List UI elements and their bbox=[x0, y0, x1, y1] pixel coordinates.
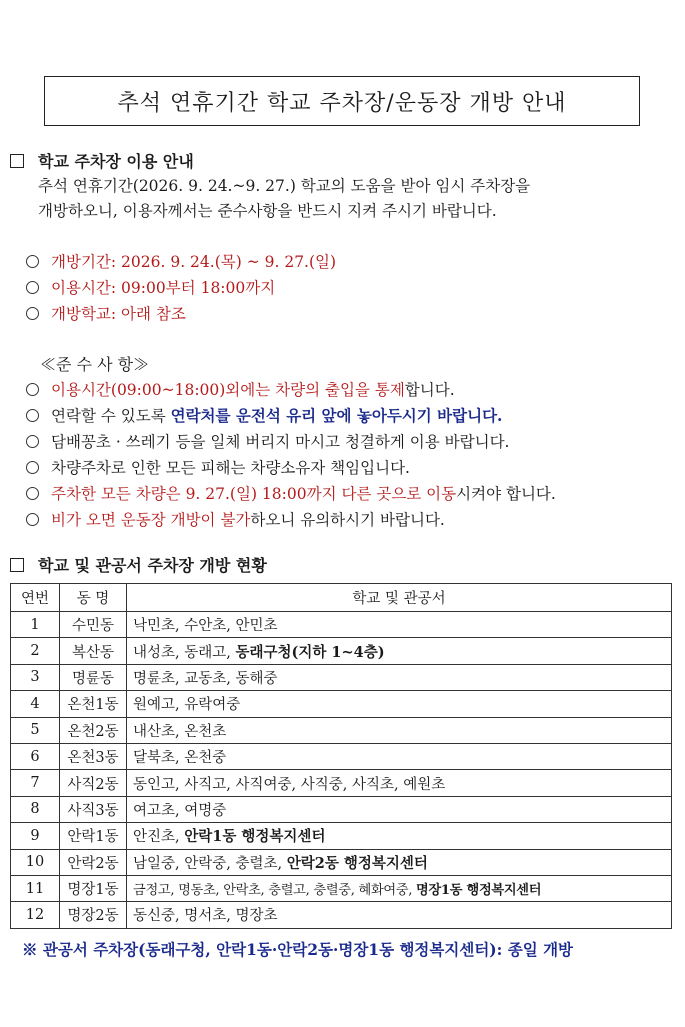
cell-no: 6 bbox=[11, 743, 60, 769]
table-row bbox=[11, 743, 672, 769]
places-text: 여고초, 여명중 bbox=[133, 802, 227, 819]
rule-text-highlight: 연락처를 운전석 유리 앞에 놓아두시기 바랍니다. bbox=[170, 406, 503, 425]
cell-dong: 명장1동 bbox=[60, 875, 127, 901]
places-office: 동래구청(지하 1~4층) bbox=[235, 643, 385, 661]
footer-note: ※ 관공서 주차장(동래구청, 안락1동·안락2동·명장1동 행정복지센터): 종일 개방 bbox=[22, 940, 574, 959]
places-text: 명륜초, 교동초, 동해중 bbox=[133, 670, 278, 687]
cell-dong: 온천3동 bbox=[60, 743, 127, 769]
cell-places bbox=[127, 902, 672, 928]
section-heading-parking-guide bbox=[10, 149, 194, 172]
circle-bullet-icon bbox=[26, 409, 39, 422]
cell-places bbox=[127, 743, 672, 769]
table-row bbox=[11, 612, 672, 638]
cell-no: 12 bbox=[11, 902, 60, 928]
cell-dong: 복산동 bbox=[60, 638, 127, 664]
rule-text: 시켜야 합니다. bbox=[456, 485, 556, 503]
rule-item-rain bbox=[26, 508, 445, 530]
cell-no: 5 bbox=[11, 717, 60, 743]
cell-places bbox=[127, 849, 672, 875]
rule-item-hours bbox=[26, 378, 455, 400]
info-item-hours bbox=[26, 276, 275, 298]
rule-item-liability bbox=[26, 456, 410, 478]
cell-places bbox=[127, 717, 672, 743]
info-item-schools bbox=[26, 302, 186, 324]
cell-places bbox=[127, 875, 672, 901]
rules-heading: ≪준 수 사 항≫ bbox=[40, 355, 150, 374]
cell-no: 11 bbox=[11, 875, 60, 901]
circle-bullet-icon bbox=[26, 281, 39, 294]
table-header-row bbox=[11, 584, 672, 612]
places-text: 남일중, 안락중, 충렬초, bbox=[133, 855, 287, 872]
info-item-period bbox=[26, 250, 336, 272]
column-header-places: 학교 및 관공서 bbox=[127, 584, 672, 612]
places-text: 동인고, 사직고, 사직여중, 사직중, 사직초, 예원초 bbox=[133, 776, 446, 793]
rule-text: 차량주차로 인한 모든 피해는 차량소유자 책임입니다. bbox=[51, 459, 410, 477]
cell-no: 8 bbox=[11, 796, 60, 822]
circle-bullet-icon bbox=[26, 383, 39, 396]
rule-text-highlight: 이용시간(09:00~18:00)외에는 차량의 출입을 통제 bbox=[51, 381, 405, 399]
cell-no: 4 bbox=[11, 691, 60, 717]
cell-no: 2 bbox=[11, 638, 60, 664]
places-text: 동신중, 명서초, 명장초 bbox=[133, 908, 278, 925]
rule-item-clean bbox=[26, 430, 509, 452]
cell-places bbox=[127, 664, 672, 690]
section-heading-status bbox=[10, 553, 267, 576]
circle-bullet-icon bbox=[26, 461, 39, 474]
rule-item-move-vehicles bbox=[26, 482, 556, 504]
checkbox-square-icon bbox=[10, 154, 24, 168]
page-title: 추석 연휴기간 학교 주차장/운동장 개방 안내 bbox=[44, 76, 640, 126]
rule-text: 합니다. bbox=[404, 381, 455, 399]
rule-text-highlight: 비가 오면 운동장 개방이 불가 bbox=[51, 511, 251, 529]
info-text: 이용시간: 09:00부터 18:00까지 bbox=[51, 279, 276, 297]
rule-text: 담배꽁초 · 쓰레기 등을 일체 버리지 마시고 청결하게 이용 바랍니다. bbox=[51, 433, 510, 451]
places-text: 달북초, 온천중 bbox=[133, 750, 227, 767]
places-office: 명장1동 행정복지센터 bbox=[416, 883, 542, 899]
cell-no: 10 bbox=[11, 849, 60, 875]
cell-dong: 온천2동 bbox=[60, 717, 127, 743]
table-row bbox=[11, 664, 672, 690]
places-text: 금정고, 명동초, 안락초, 충렬고, 충렬중, 혜화여중, bbox=[133, 883, 417, 899]
table-row bbox=[11, 849, 672, 875]
cell-dong: 안락2동 bbox=[60, 849, 127, 875]
places-text: 내산초, 온천초 bbox=[133, 723, 227, 740]
table-row bbox=[11, 823, 672, 849]
rule-text: 연락할 수 있도록 bbox=[51, 407, 171, 425]
info-text: 개방학교: 아래 참조 bbox=[51, 305, 186, 323]
cell-dong: 온천1동 bbox=[60, 691, 127, 717]
table-row bbox=[11, 875, 672, 901]
places-office: 안락2동 행정복지센터 bbox=[286, 854, 428, 872]
table-row bbox=[11, 902, 672, 928]
cell-dong: 사직2동 bbox=[60, 770, 127, 796]
info-text: 개방기간: 2026. 9. 24.(목) ~ 9. 27.(일) bbox=[51, 253, 337, 271]
cell-places bbox=[127, 823, 672, 849]
circle-bullet-icon bbox=[26, 307, 39, 320]
column-header-dong: 동 명 bbox=[60, 584, 127, 612]
rule-item-contact bbox=[26, 404, 502, 426]
cell-no: 3 bbox=[11, 664, 60, 690]
circle-bullet-icon bbox=[26, 255, 39, 268]
circle-bullet-icon bbox=[26, 435, 39, 448]
cell-dong: 수민동 bbox=[60, 612, 127, 638]
places-text: 원예고, 유락여중 bbox=[133, 697, 241, 714]
cell-no: 9 bbox=[11, 823, 60, 849]
cell-places bbox=[127, 638, 672, 664]
rule-text-highlight: 주차한 모든 차량은 9. 27.(일) 18:00까지 다른 곳으로 이동 bbox=[51, 485, 457, 503]
cell-places bbox=[127, 796, 672, 822]
circle-bullet-icon bbox=[26, 513, 39, 526]
rule-text: 하오니 유의하시기 바랍니다. bbox=[250, 511, 445, 529]
cell-dong: 사직3동 bbox=[60, 796, 127, 822]
section-heading-text: 학교 주차장 이용 안내 bbox=[38, 152, 194, 171]
circle-bullet-icon bbox=[26, 487, 39, 500]
table-row bbox=[11, 770, 672, 796]
intro-line-1: 추석 연휴기간(2026. 9. 24.~9. 27.) 학교의 도움을 받아 임시 주차장을 bbox=[38, 177, 531, 195]
cell-places bbox=[127, 612, 672, 638]
places-text: 안진초, bbox=[133, 829, 185, 846]
table-row bbox=[11, 717, 672, 743]
cell-no: 1 bbox=[11, 612, 60, 638]
cell-dong: 명륜동 bbox=[60, 664, 127, 690]
places-office: 안락1동 행정복지센터 bbox=[184, 828, 326, 846]
parking-status-table bbox=[10, 583, 672, 929]
table-row bbox=[11, 796, 672, 822]
cell-dong: 명장2동 bbox=[60, 902, 127, 928]
checkbox-square-icon bbox=[10, 558, 24, 572]
cell-places bbox=[127, 770, 672, 796]
column-header-no: 연번 bbox=[11, 584, 60, 612]
intro-line-2: 개방하오니, 이용자께서는 준수사항을 반드시 지켜 주시기 바랍니다. bbox=[38, 202, 497, 220]
cell-no: 7 bbox=[11, 770, 60, 796]
section-heading-text: 학교 및 관공서 주차장 개방 현황 bbox=[38, 556, 267, 575]
cell-places bbox=[127, 691, 672, 717]
table-row bbox=[11, 691, 672, 717]
table-row bbox=[11, 638, 672, 664]
places-text: 낙민초, 수안초, 안민초 bbox=[133, 618, 278, 635]
places-text: 내성초, 동래고, bbox=[133, 644, 236, 661]
cell-dong: 안락1동 bbox=[60, 823, 127, 849]
